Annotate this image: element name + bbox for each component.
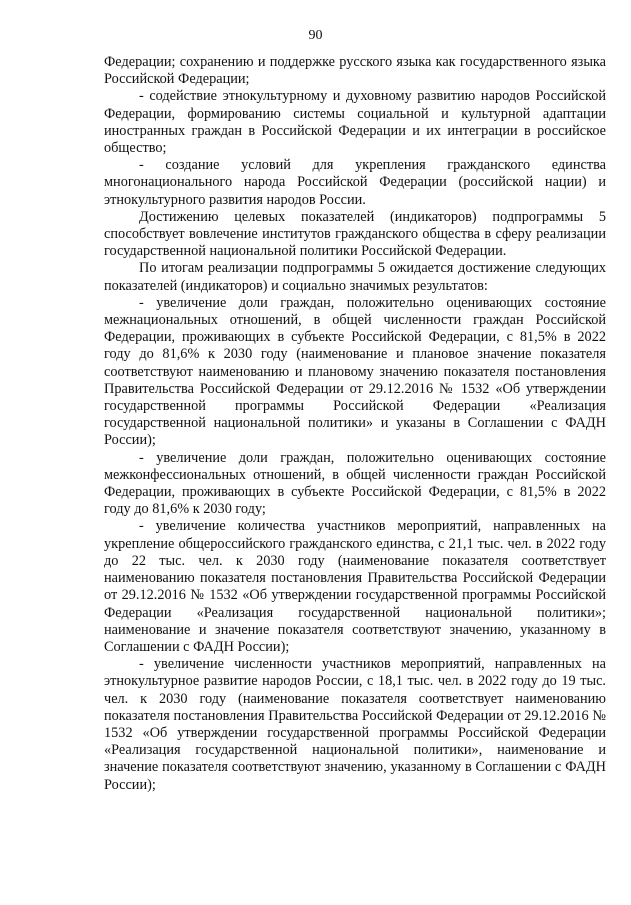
page-number: 90: [308, 28, 323, 43]
paragraph-1: Федерации; сохранению и поддержке русского языка как государственного языка Российской Федерации;: [104, 54, 606, 88]
paragraph-3: - создание условий для укрепления гражданского единства многонационального народа Российской Федерации (российской нации) и этнокультурного развития народов России.: [104, 157, 606, 208]
paragraph-2: - содействие этнокультурному и духовному развитию народов Российской Федерации, формированию системы социальной и культурной адаптации иностранных граждан в Российской Федерации и их интеграции в российское общество;: [104, 88, 606, 157]
paragraph-7: - увеличение доли граждан, положительно оценивающих состояние межконфессиональных отношений, в общей численности граждан Российской Федерации, проживающих в субъекте Российской Федерации, с 81,5% в 2022 году до 81,6% к 2030 году;: [104, 449, 606, 518]
paragraph-4: Достижению целевых показателей (индикаторов) подпрограммы 5 способствует вовлечение институтов гражданского общества в сферу реализации государственной национальной политики Российской Федерации.: [104, 208, 606, 260]
paragraph-8: - увеличение количества участников мероприятий, направленных на укрепление общероссийского гражданского единства, с 21,1 тыс. чел. в 2022 году до 22 тыс. чел. к 2030 году (наименование показателя соответствует наименованию показателя постановления Правительства Российской Федерации от 29.12.2016 № 1532 «Об утверждении государственной программы Российской Федерации «Реализация государственной национальной политики»; наименование и значение показателя соответствуют значению, указанному в Соглашении с ФАДН России);: [104, 518, 606, 655]
paragraph-9: - увеличение численности участников мероприятий, направленных на этнокультурное развитие народов России, с 18,1 тыс. чел. в 2022 году до 19 тыс. чел. к 2030 году (наименование показателя соответствует наименованию показателя постановления Правительства Российской Федерации от 29.12.2016 № 1532 «Об утверждении государственной программы Российской Федерации «Реализация государственной национальной политики», наименование и значение показателя соответствуют значению, указанному в Соглашении с ФАДН России);: [104, 656, 606, 793]
body-text: [104, 54, 606, 794]
paragraph-6: - увеличение доли граждан, положительно оценивающих состояние межнациональных отношений, в общей численности граждан Российской Федерации, проживающих в субъекте Российской Федерации, с 81,5% в 2022 году до 81,6% к 2030 году (наименование и плановое значение показателя соответствуют наименованию и плановому значению показателя постановления Правительства Российской Федерации от 29.12.2016 № 1532 «Об утверждении государственной программы Российской Федерации «Реализация государственной национальной политики» и указаны в Соглашении с ФАДН России);: [104, 294, 606, 449]
paragraph-5: По итогам реализации подпрограммы 5 ожидается достижение следующих показателей (индикаторов) и социально значимых результатов:: [104, 260, 606, 294]
